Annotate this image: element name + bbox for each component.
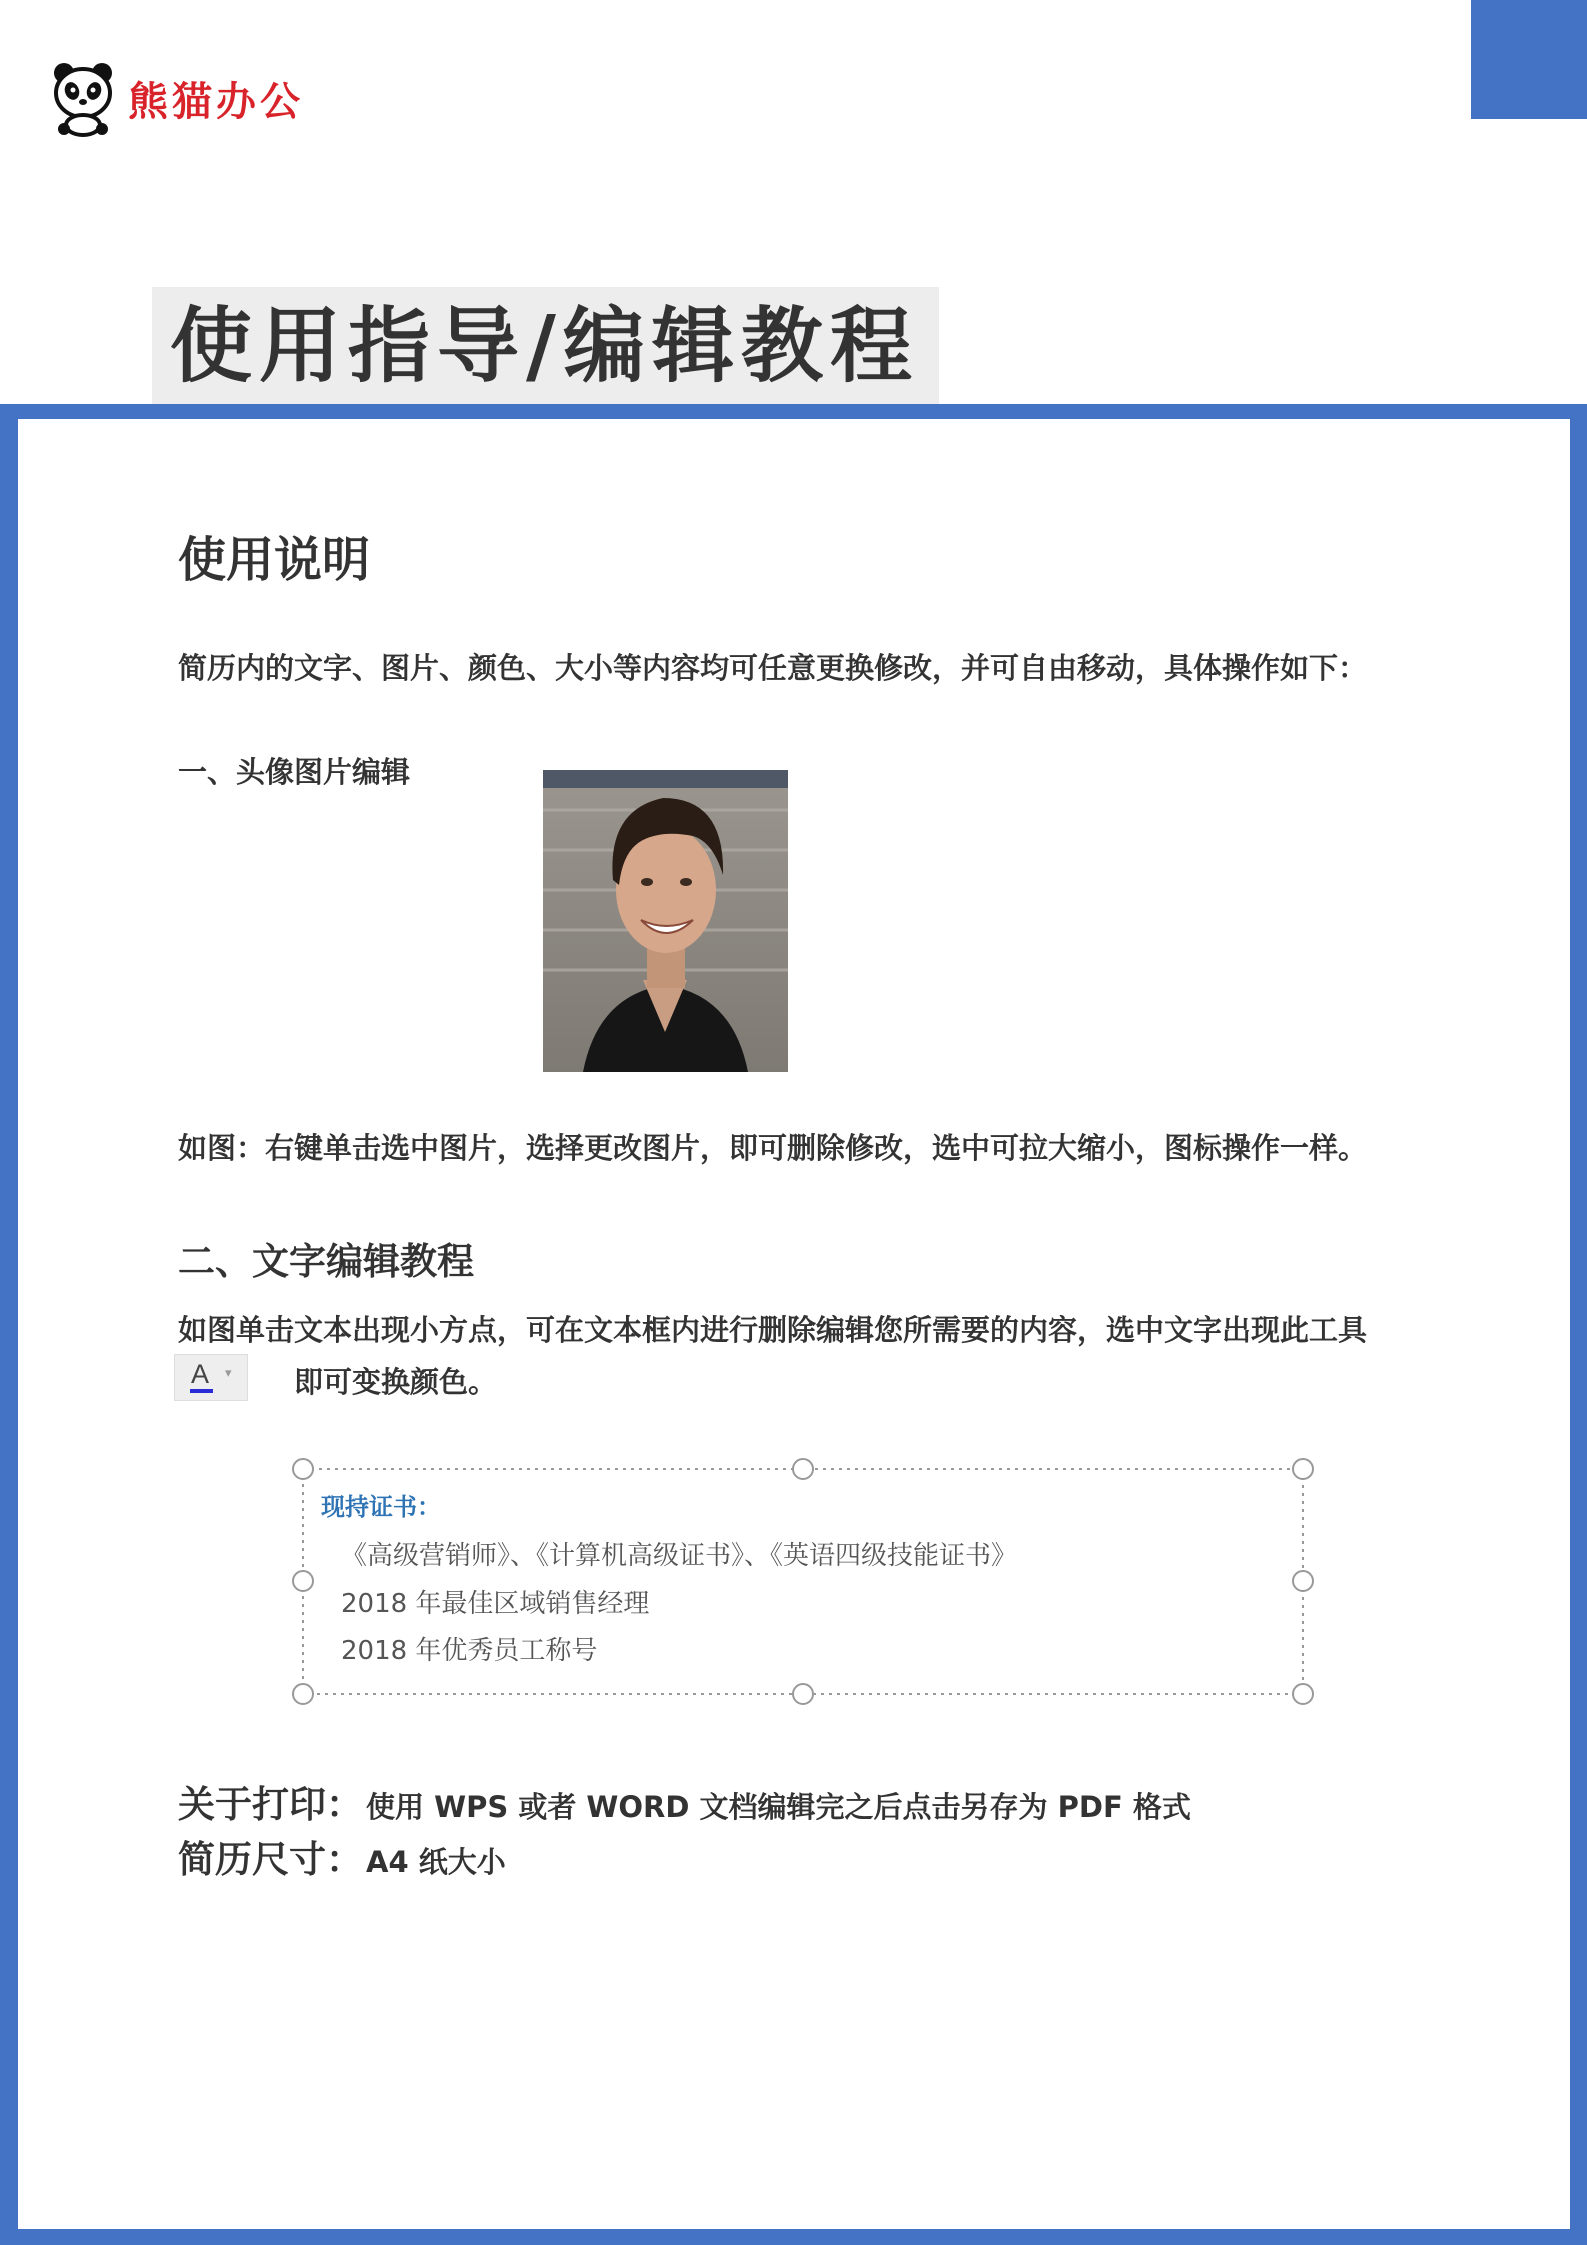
content-card bbox=[18, 419, 1570, 2229]
certificates-label: 现持证书： bbox=[321, 1493, 441, 1521]
usage-intro: 简历内的文字、图片、颜色、大小等内容均可任意更换修改，并可自由移动，具体操作如下： bbox=[178, 651, 1368, 685]
size-text: A4 纸大小 bbox=[366, 1845, 506, 1879]
usage-heading: 使用说明 bbox=[178, 532, 371, 588]
size-label: 简历尺寸： bbox=[178, 1838, 363, 1881]
font-color-underline bbox=[190, 1389, 213, 1393]
avatar-photo[interactable] bbox=[543, 770, 788, 1072]
certificate-line: 《高级营销师》、《计算机高级证书》、《英语四级技能证书》 bbox=[341, 1541, 1018, 1571]
section-text-title: 二、文字编辑教程 bbox=[178, 1240, 474, 1283]
text-edit-instructions-end: 即可变换颜色。 bbox=[294, 1365, 498, 1399]
section-avatar-title: 一、头像图片编辑 bbox=[178, 755, 411, 789]
corner-accent-block bbox=[1471, 0, 1587, 119]
printing-text: 使用 WPS 或者 WORD 文档编辑完之后点击另存为 PDF 格式 bbox=[366, 1790, 1191, 1824]
text-edit-instructions: 如图单击文本出现小方点，可在文本框内进行删除编辑您所需要的内容，选中文字出现此工具 bbox=[178, 1313, 1368, 1347]
avatar-caption: 如图：右键单击选中图片，选择更改图片，即可删除修改，选中可拉大缩小，图标操作一样。 bbox=[178, 1131, 1368, 1165]
logo bbox=[50, 58, 304, 138]
font-color-icon: A bbox=[191, 1359, 210, 1389]
title-banner bbox=[152, 287, 939, 404]
certificate-line: 2018 年最佳区域销售经理 bbox=[341, 1589, 650, 1619]
font-color-tool[interactable] bbox=[174, 1354, 248, 1401]
logo-text: 熊猫办公 bbox=[128, 78, 304, 125]
portrait-image bbox=[543, 770, 788, 1072]
textbox-demo[interactable] bbox=[283, 1459, 1323, 1709]
chevron-down-icon: ▾ bbox=[225, 1366, 232, 1381]
certificate-line: 2018 年优秀员工称号 bbox=[341, 1636, 598, 1666]
panda-logo-icon bbox=[50, 59, 116, 137]
printing-label: 关于打印： bbox=[178, 1783, 363, 1826]
page-title: 使用指导/编辑教程 bbox=[170, 299, 919, 394]
content-frame bbox=[0, 404, 1587, 2245]
